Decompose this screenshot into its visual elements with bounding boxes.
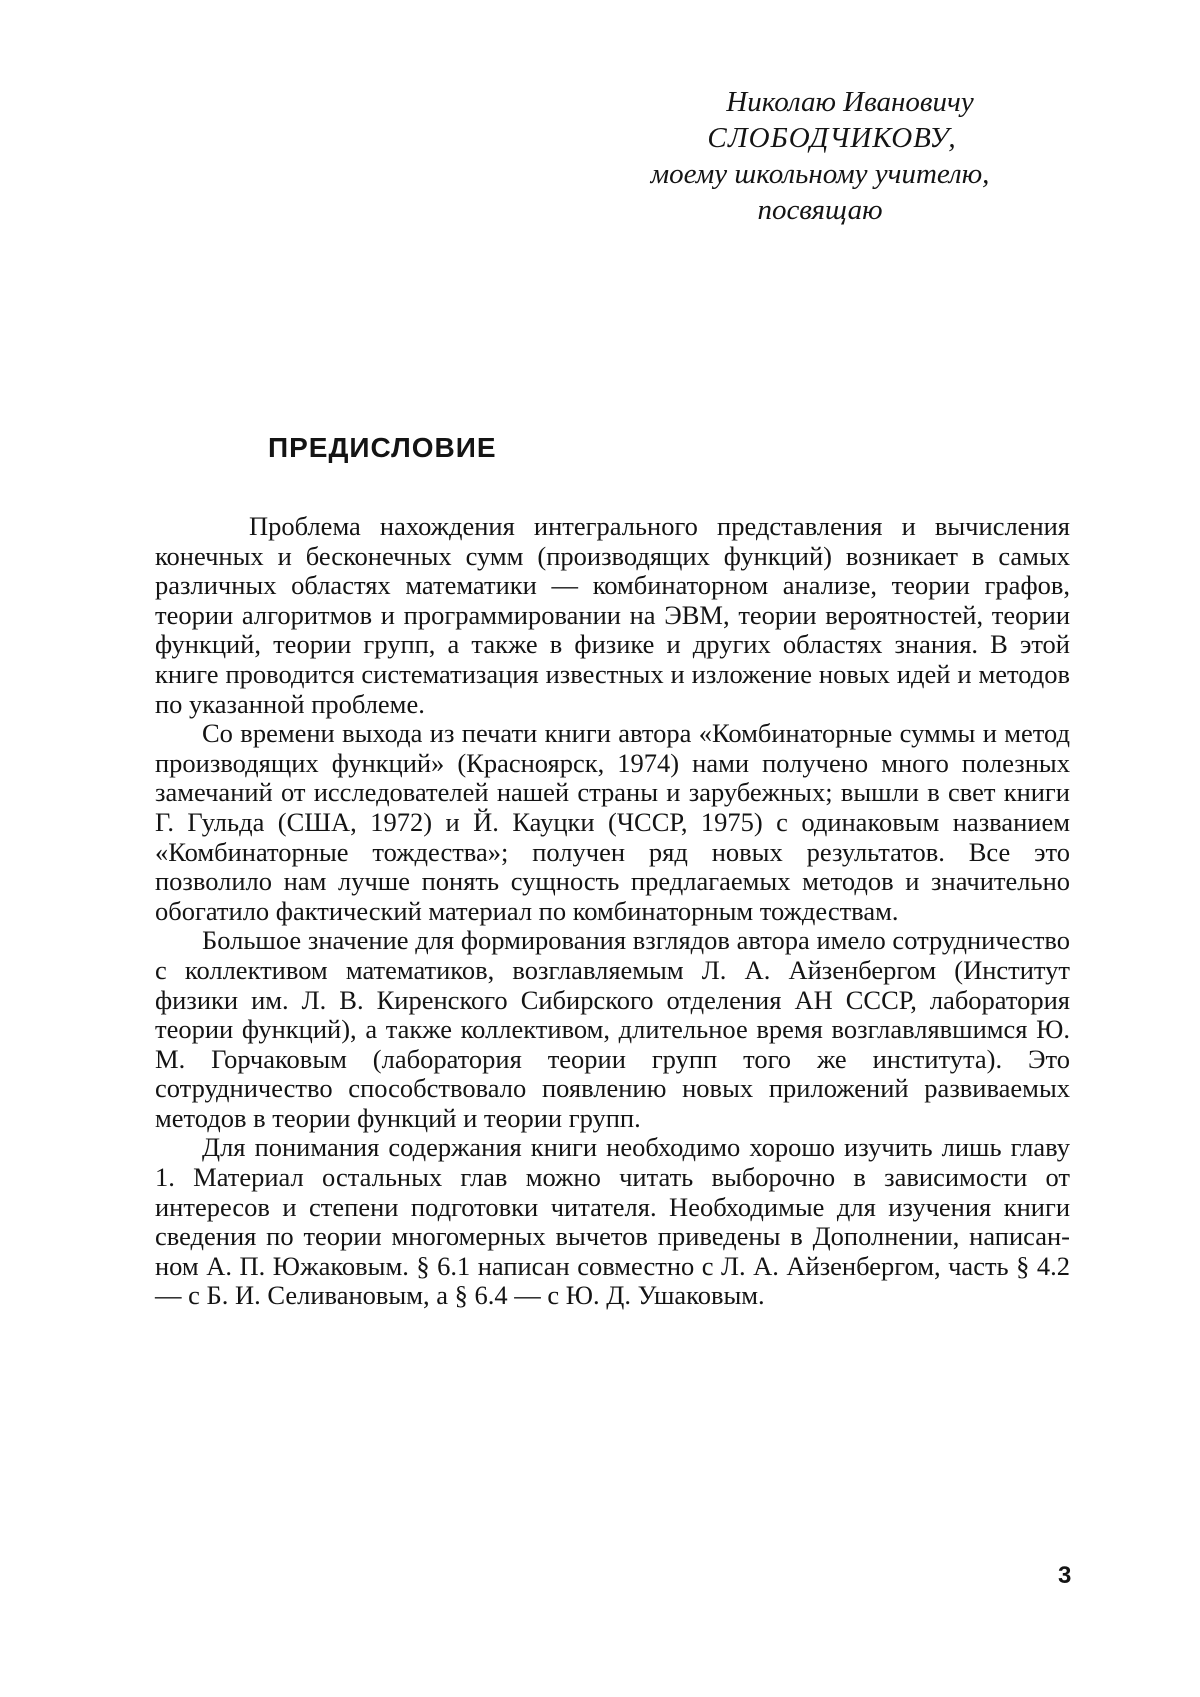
dedication-name: Николаю Ивановичу — [726, 86, 974, 118]
page-heading: ПРЕДИСЛОВИЕ — [268, 432, 497, 463]
paragraph-1: Проблема нахождения интегрального представления и вычисления конечных и бесконечных сумм (производящих функций) возникает в самых различных областях математики — комбинаторном анализе, теории графов, теории алгоритмов и программировании на ЭВМ, теории вероятностей, теории функций, теории групп, а также в физике и других областях знания. В этой книге проводится систематизация известных и изложение новых идей и методов по указанной проблеме. — [155, 511, 1070, 719]
paragraph-2: Со времени выхода из печати книги автора «Комбинаторные суммы и метод производящих функций» (Красноярск, 1974) нами получено много полезных замечаний от исследователей нашей страны и зарубежных; вышли в свет книги Г. Гульда (США, 1972) и Й. Кауцки (ЧССР, 1975) с одинаковым названием «Комбинаторные тождества»; получен ряд новых результатов. Все это позволило нам лучше понять сущность предлагаемых методов и значительно обогатило фактический материал по комбинаторным тождествам. — [155, 718, 1070, 926]
dedication-surname: СЛОБОДЧИКОВУ, — [707, 122, 957, 154]
preface-body — [155, 512, 1070, 1311]
dedication-role: моему школьному учителю, — [650, 158, 990, 190]
dedication-verb: посвящаю — [757, 194, 883, 226]
page-number: 3 — [1058, 1562, 1072, 1589]
paragraph-3: Большое значение для формирования взглядов автора имело сотрудничество с коллективом математиков, возглавляемым Л. А. Айзенбергом (Институт физики им. Л. В. Киренского Сибирского отделения АН СССР, лаборатория теории функций), а также коллективом, длительное время возглавлявшимся Ю. М. Горчаковым (лаборатория теории групп того же института). Это сотрудничество способствовало появлению новых приложений развиваемых методов в теории функций и теории групп. — [155, 925, 1070, 1133]
dedication — [560, 84, 1080, 228]
paragraph-4: Для понимания содержания книги необходимо хорошо изучить лишь главу 1. Материал остальных глав можно читать выборочно в зависимости от интересов и степени подготовки читателя. Необходимые для изучения книги сведения по теории многомерных вычетов приведены в Дополнении, написанном А. П. Южаковым. § 6.1 написан совместно с Л. А. Айзенбергом, часть § 4.2 — с Б. И. Селивановым, а § 6.4 — с Ю. Д. Ушаковым. — [155, 1132, 1070, 1311]
